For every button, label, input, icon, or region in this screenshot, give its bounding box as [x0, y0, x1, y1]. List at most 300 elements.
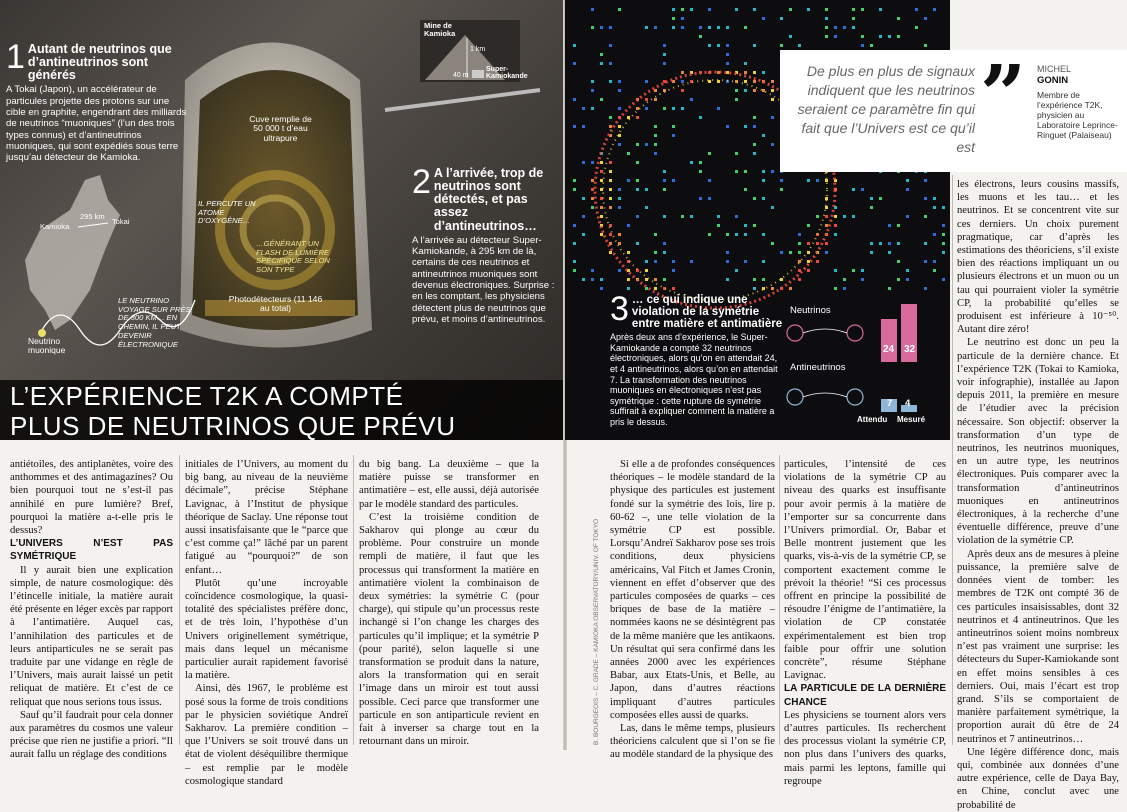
detector-hit: [699, 116, 702, 119]
col2-p1: Plutôt qu’une incroyable coïncidence cosmologique, la quasi-totalité des spécialistes préfère donc, et de très loin, l’hypothèse d’un Univers originellement symétrique, mais dans lequel un mécanisme particulier aurait rapidement favorisé la matière.: [185, 577, 348, 682]
detector-hit: [735, 170, 738, 173]
detector-hit: [798, 260, 801, 263]
detector-hit: [897, 260, 900, 263]
detector-hit: [609, 44, 612, 47]
photo-credit: B. BOURGEOIS – C. GRADE – KAMIOKA OBSERVATORY/UNIV. OF TOKYO: [593, 518, 600, 745]
detector-hit: [807, 242, 810, 245]
detector-hit: [672, 8, 675, 11]
detector-hit: [762, 71, 765, 74]
detector-hit: [888, 242, 891, 245]
step-3-number: 3: [610, 290, 629, 328]
detector-hit: [663, 62, 666, 65]
detector-hit: [582, 278, 585, 281]
detector-hit: [762, 179, 765, 182]
step-1: [6, 40, 191, 164]
detector-hit: [699, 26, 702, 29]
detector-hit: [627, 251, 630, 254]
detector-hit: [717, 107, 720, 110]
detector-hit: [825, 197, 828, 200]
quote-text: De plus en plus de signaux indiquent que les neutrinos seraient ce paramètre fin qui fait que l’Univers est ce qu’il est: [797, 63, 975, 155]
detector-hit: [825, 35, 828, 38]
detector-hit: [717, 44, 720, 47]
detector-hit: [852, 26, 855, 29]
detector-hit: [825, 242, 828, 245]
detector-hit: [726, 278, 729, 281]
detector-hit: [573, 188, 576, 191]
detector-hit: [933, 260, 936, 263]
detector-hit: [600, 170, 603, 173]
detector-hit: [825, 251, 828, 254]
step-3-body: Après deux ans d’expérience, le Super-Kamiokande a compté 32 neutrinos électroniques, alors qu’on en attendait 24, et 4 antineutrinos, alors qu’on en attendait 7. La transformation des neutrinos muoniques en électroniques n’est pas symétrique : cette rupture de symétrie suffirait à expliquer comment la matière a pris le dessus.: [610, 332, 778, 428]
detector-hit: [573, 269, 576, 272]
detector-hit: [942, 206, 945, 209]
detector-hit: [618, 269, 621, 272]
detector-hit: [897, 35, 900, 38]
detector-hit: [735, 269, 738, 272]
detector-hit: [618, 89, 621, 92]
detector-hit: [573, 44, 576, 47]
detector-hit: [825, 215, 828, 218]
detector-hit: [654, 98, 657, 101]
detector-hit: [609, 62, 612, 65]
mine-depth: 1 km: [470, 46, 486, 53]
detector-hit: [672, 269, 675, 272]
detector-hit: [843, 26, 846, 29]
detector-hit: [672, 134, 675, 137]
detector-hit: [906, 179, 909, 182]
map-kamioka: Kamioka: [40, 222, 70, 231]
step-1-number: 1: [6, 38, 25, 76]
detector-hit: [942, 251, 945, 254]
detector-hit: [654, 260, 657, 263]
detector-hit: [798, 44, 801, 47]
neutrino-icon: [787, 325, 803, 341]
label-4: 4: [905, 398, 911, 409]
detector-hit: [834, 269, 837, 272]
label-attendu: Attendu: [857, 415, 888, 424]
detector-hit: [645, 206, 648, 209]
detector-hit: [726, 53, 729, 56]
detector-hit: [636, 242, 639, 245]
detector-hit: [780, 17, 783, 20]
detector-hit: [816, 242, 819, 245]
detector-hit: [618, 8, 621, 11]
mine-label: Mine de Kamioka: [424, 21, 456, 38]
detector-hit: [681, 17, 684, 20]
detector-hit: [591, 89, 594, 92]
detector-hit: [672, 287, 675, 290]
neutrino-label: Neutrino muonique: [28, 336, 66, 356]
column-1: [10, 458, 173, 762]
detector-hit: [789, 287, 792, 290]
detector-hit: [852, 215, 855, 218]
detector-hit: [699, 161, 702, 164]
detector-hit: [735, 152, 738, 155]
detector-hit: [744, 125, 747, 128]
detector-hit: [915, 26, 918, 29]
detector-hit: [600, 26, 603, 29]
detector-hit: [897, 17, 900, 20]
detector-hit: [789, 251, 792, 254]
detector-hit: [573, 98, 576, 101]
detector-hit: [672, 125, 675, 128]
detector-hit: [591, 80, 594, 83]
column-4: [610, 458, 775, 762]
detector-hit: [933, 206, 936, 209]
detector-hit: [861, 269, 864, 272]
detector-hit: [771, 287, 774, 290]
detector-hit: [762, 260, 765, 263]
detector-hit: [807, 224, 810, 227]
detector-hit: [744, 233, 747, 236]
detector-hit: [933, 8, 936, 11]
detector-hit: [771, 143, 774, 146]
detector-hit: [825, 17, 828, 20]
detector-hit: [780, 188, 783, 191]
col2-p0: initiales de l’Univers, au moment du big bang, au niveau de la neuvième décimale”, précise Stéphane Lavignac, à l’Institut de physique théorique de Saclay. Une réponse tout aussi insatisfaisante que le “parce que c’est comme ça!” lâché par un parent fatigué au “pourquoi?” de son enfant…: [185, 459, 348, 576]
detector-hit: [654, 233, 657, 236]
detector-hit: [591, 197, 594, 200]
detector-hit: [870, 242, 873, 245]
col6-p3: Une légère différence donc, mais qui, combinée aux données d’une autre expérience, celle de Daya Bay, en Chine, conclut avec une probabilité de: [957, 746, 1119, 811]
mine-detector: Super-Kamiokande: [486, 66, 528, 80]
detector-hit: [897, 242, 900, 245]
detector-hit: [708, 233, 711, 236]
map-tokai: Tokai: [112, 217, 130, 226]
detector-hit: [942, 233, 945, 236]
detector-hit: [663, 278, 666, 281]
detector-hit: [663, 44, 666, 47]
detector-hit: [627, 278, 630, 281]
detector-hit: [645, 26, 648, 29]
detector-hit: [843, 215, 846, 218]
detector-hit: [771, 242, 774, 245]
detector-hit: [834, 26, 837, 29]
detector-hit: [573, 260, 576, 263]
detector-hit: [708, 44, 711, 47]
detector-hit: [753, 224, 756, 227]
col5-subheading: LA PARTICULE DE LA DERNIÈRE CHANCE: [784, 683, 946, 708]
detector-hit: [600, 287, 603, 290]
detector-hit: [609, 197, 612, 200]
col1-p1: Il y aurait bien une explication simple, de nature cosmologique: dès l’étincelle initiale, la matière aurait été présente en léger excès par rapport à l’antimatière. Auquel cas, l’annihilation des particules et de leurs antiparticules ne se serait pas traduite par une vidange en règle de l’Univers, mais aurait laissé un petit reliquat de matière. Et c’est de ce reliquat que nous serions tous issus.: [10, 564, 173, 708]
detector-hit: [591, 161, 594, 164]
detector-hit: [663, 170, 666, 173]
detector-hit: [600, 161, 603, 164]
detector-hit: [609, 233, 612, 236]
bar-neutrinos-attendu: [881, 319, 897, 363]
detector-hit: [717, 26, 720, 29]
step-2-body: A l’arrivée au détecteur Super-Kamiokande, à 295 km de là, certains de ces neutrinos et antineutrinos muoniques sont devenus électroniques. Surprise : en les comptant, les physiciens détectent plus de neutrinos que prévu, et moins d’antineutrinos.: [412, 234, 555, 325]
detector-hit: [582, 215, 585, 218]
detector-hit: [744, 89, 747, 92]
detector-hit: [582, 233, 585, 236]
detector-hit: [762, 89, 765, 92]
detector-hit: [852, 269, 855, 272]
author-first-name: MICHEL: [1037, 64, 1072, 74]
detector-hit: [942, 278, 945, 281]
detector-hit: [600, 206, 603, 209]
detector-hit: [726, 233, 729, 236]
detector-hit: [906, 188, 909, 191]
infographic-panel: [0, 0, 565, 440]
detector-hit: [726, 62, 729, 65]
detector-hit: [573, 62, 576, 65]
detector-hit: [825, 224, 828, 227]
detector-hit: [753, 71, 756, 74]
detector-hit: [771, 206, 774, 209]
col4-p0: Si elle a de profondes conséquences théoriques – le modèle standard de la physique des particules est justement fondé sur la symétrie des lois, lire p. 60-62 –, une telle violation de la symétrie CP est possible. Lorsqu’Andreï Sakharov pose ses trois conditions, deux physiciens américains, Val Fitch et James Cronin, viennent en effet d’observer que des particules composées de quarks – ces briques de base de la matière – nommées kaons ne se désintègrent pas de la même manière que les antikaons. Un résultat qui sera confirmé dans les années 2000 avec les expériences Babar, aux Etats-Unis, et Belle, au Japon, dans d’autres réactions impliquant d’autres particules composées elles aussi de quarks.: [610, 459, 775, 721]
step-2: [412, 165, 562, 325]
detector-hit: [753, 287, 756, 290]
detector-hit: [735, 215, 738, 218]
detector-hit: [780, 251, 783, 254]
detector-hit: [690, 215, 693, 218]
detector-hit: [699, 170, 702, 173]
detector-hit: [834, 224, 837, 227]
detector-hit: [609, 251, 612, 254]
detector-hit: [933, 233, 936, 236]
step-2-title: A l’arrivée, trop de neutrinos sont détectés, et pas assez d’antineutrinos…: [433, 166, 544, 233]
detector-hit: [888, 251, 891, 254]
detector-hit: [771, 116, 774, 119]
detector-hit: [762, 170, 765, 173]
detector-hit: [663, 251, 666, 254]
detector-hit: [600, 233, 603, 236]
detector-hit: [825, 206, 828, 209]
detector-hit: [906, 269, 909, 272]
detector-hit: [645, 260, 648, 263]
detector-hit: [870, 206, 873, 209]
detector-hit: [600, 215, 603, 218]
detector-hit: [753, 116, 756, 119]
detector-hit: [672, 107, 675, 110]
percute-label: IL PERCUTE UN ATOME D’OXYGÈNE…: [198, 199, 256, 226]
detector-hit: [924, 197, 927, 200]
author-last-name: GONIN: [1037, 75, 1069, 86]
detector-hit: [843, 287, 846, 290]
detector-hit: [879, 242, 882, 245]
photodetectors-label: Photodétecteurs (11 146 au total): [228, 294, 323, 314]
detector-hit: [681, 89, 684, 92]
detector-hit: [645, 80, 648, 83]
detector-hit: [618, 188, 621, 191]
detector-hit: [627, 152, 630, 155]
detector-hit: [573, 224, 576, 227]
detector-hit: [663, 215, 666, 218]
detector-hit: [654, 251, 657, 254]
detector-hit: [618, 143, 621, 146]
detector-hit: [681, 107, 684, 110]
detector-hit: [753, 278, 756, 281]
detector-hit: [861, 278, 864, 281]
detector-hit: [582, 107, 585, 110]
detector-hit: [627, 116, 630, 119]
detector-hit: [573, 242, 576, 245]
detector-hit: [591, 278, 594, 281]
detector-hit: [690, 260, 693, 263]
detector-hit: [690, 161, 693, 164]
detector-hit: [816, 179, 819, 182]
detector-hit: [627, 224, 630, 227]
detector-hit: [600, 98, 603, 101]
detector-hit: [924, 242, 927, 245]
detector-hit: [672, 179, 675, 182]
col1-subheading: L’UNIVERS N’EST PAS SYMÉTRIQUE: [10, 538, 173, 563]
detector-hit: [789, 8, 792, 11]
voyage-label: LE NEUTRINO VOYAGE SUR PRÈS DE 300 KM… EN CHEMIN, IL PEUT DEVENIR ÉLECTRONIQUE: [118, 296, 191, 349]
headline-line-2: PLUS DE NEUTRINOS QUE PRÉVU: [10, 411, 456, 440]
detector-hit: [924, 179, 927, 182]
map-distance: 295 km: [80, 212, 105, 221]
detector-hit: [753, 8, 756, 11]
detector-hit: [816, 215, 819, 218]
step-2-number: 2: [412, 163, 431, 201]
detector-hit: [735, 98, 738, 101]
detector-hit: [609, 224, 612, 227]
detector-hit: [834, 215, 837, 218]
tank-label: Cuve remplie de 50 000 t d’eau ultrapure: [249, 114, 312, 143]
detector-hit: [879, 8, 882, 11]
headline-line-1: L’EXPÉRIENCE T2K A COMPTÉ: [10, 381, 404, 411]
detector-hit: [744, 71, 747, 74]
quote-marks-icon: ”: [980, 47, 1027, 141]
detector-hit: [744, 26, 747, 29]
detector-hit: [708, 8, 711, 11]
mine-depth-2: 40 m: [453, 72, 469, 79]
detector-hit: [672, 26, 675, 29]
col6-p2: Après deux ans de mesures à pleine puissance, la première salve de données vient de tomber: les membres de T2K ont compté 36 de ces particules insaisissables, dont 32 neutrinos et 4 antineutrinos. Que les antineutrinos soient moins nombreux n’est pas vraiment une surprise: les détecteurs du Super-Kamiokande sont en effet moins sensibles à ces derniers. Oui, mais l’écart est trop grand. S’ils se comportaient de manière parfaitement symétrique, la proportion aurait dû être de 24 neutrinos et 7 antineutrinos…: [957, 548, 1119, 745]
detector-hit: [879, 35, 882, 38]
label-24: 24: [883, 344, 895, 355]
detector-hit: [636, 179, 639, 182]
detector-hit: [654, 152, 657, 155]
pull-quote: [780, 47, 1127, 172]
detector-hit: [600, 188, 603, 191]
step-3-title: … ce qui indique une violation de la symétrie entre matière et antimatière: [631, 294, 783, 331]
detector-hit: [861, 188, 864, 191]
detector-hit: [591, 269, 594, 272]
detector-hit: [771, 80, 774, 83]
detector-hit: [744, 188, 747, 191]
detector-hit: [717, 215, 720, 218]
detector-hit: [942, 224, 945, 227]
detector-hit: [681, 8, 684, 11]
detector-hit: [933, 197, 936, 200]
detector-hit: [618, 125, 621, 128]
detector-hit: [762, 17, 765, 20]
detector-hit: [654, 125, 657, 128]
detector-hit: [591, 206, 594, 209]
detector-hit: [771, 89, 774, 92]
detector-hit: [618, 80, 621, 83]
detector-hit: [654, 143, 657, 146]
col5-p1: Les physiciens se tournent alors vers d’autres particules. Ils recherchent des processus violant la symétrie CP, non plus dans l’univers des quarks, mais parmi les leptons, famille qui regroupe: [784, 709, 946, 787]
detector-hit: [636, 188, 639, 191]
detector-hit: [609, 80, 612, 83]
column-2: [185, 458, 348, 788]
detector-hit: [744, 170, 747, 173]
detector-hit: [654, 134, 657, 137]
detector-hit: [762, 197, 765, 200]
detector-hit: [834, 35, 837, 38]
detector-hit: [924, 215, 927, 218]
detector-hit: [753, 152, 756, 155]
label-mesure: Mesuré: [897, 415, 926, 424]
detector-hit: [807, 269, 810, 272]
detector-hit: [924, 44, 927, 47]
detector-hit: [798, 242, 801, 245]
detector-hit: [681, 80, 684, 83]
detector-hit: [600, 278, 603, 281]
detector-hit: [852, 8, 855, 11]
detector-hit: [771, 170, 774, 173]
detector-hit: [726, 26, 729, 29]
legend-neutrinos: Neutrinos: [790, 305, 831, 316]
detector-hit: [825, 26, 828, 29]
column-6: [957, 178, 1119, 812]
detector-hit: [618, 206, 621, 209]
detector-hit: [708, 197, 711, 200]
antineutrino-icon: [787, 389, 803, 405]
detector-hit: [681, 71, 684, 74]
detector-hit: [672, 17, 675, 20]
detector-hit: [735, 8, 738, 11]
detector-hit: [753, 143, 756, 146]
detector-hit: [708, 179, 711, 182]
detector-hit: [708, 26, 711, 29]
detector-hit: [663, 107, 666, 110]
detector-hit: [690, 8, 693, 11]
detector-hit: [798, 278, 801, 281]
detector-hit: [636, 161, 639, 164]
detector-hit: [870, 197, 873, 200]
detector-hit: [591, 26, 594, 29]
detector-hit: [645, 143, 648, 146]
col1-p0: antiétoiles, des antiplanètes, voire des anthommes et des antimagazines? Ou bien pourquoi tout ne s’est-il pas annihilé en pure lumière? Bref, pourquoi la matière a-t-elle pris le dessus?: [10, 459, 173, 537]
detector-hit: [798, 233, 801, 236]
detector-hit: [654, 26, 657, 29]
detector-hit: [753, 89, 756, 92]
detector-hit: [582, 161, 585, 164]
detector-hit: [798, 251, 801, 254]
detector-hit: [654, 287, 657, 290]
detector-hit: [753, 44, 756, 47]
detector-hit: [924, 17, 927, 20]
detector-hit: [609, 206, 612, 209]
detector-hit: [789, 35, 792, 38]
detector-hit: [609, 161, 612, 164]
detector-hit: [645, 98, 648, 101]
detector-hit: [609, 116, 612, 119]
col3-p1: C’est la troisième condition de Sakharov qui plonge au cœur du problème. Pour construire un monde rempli de matière, il faut que les processus qui transforment la matière en antimatière violent la combinaison de deux symétries: la symétrie C (pour charge), qui stipule qu’un processus reste inchangé si l’on change les charges des particules qu’il implique; et la symétrie P (pour parité), selon laquelle si une transformation se produit dans la nature, alors la transformation qui en serait l’image dans un miroir est tout aussi possible. Ceci parce que transformer une particule en son antiparticule revient en fait à inverser sa charge tout en la retournant dans un miroir.: [359, 511, 539, 748]
step-3: [610, 292, 785, 428]
detector-hit: [861, 44, 864, 47]
column-5: [784, 458, 946, 788]
col6-p0: les électrons, leurs cousins massifs, les muons et les tau… et les neutrinos. Et se concentrent vite sur ces derniers. Un choix purement pragmatique, car d’après les estimations des théoriciens, s’il existe bien des réactions impliquant un ou plusieurs électrons et un muon ou un tau qui pourraient violer la symétrie CP, la probabilité qu’elles se produisent est inférieure à 10⁻⁵⁰. Autant dire zéro!: [957, 179, 1119, 336]
detector-hit: [609, 188, 612, 191]
detector-hit: [600, 179, 603, 182]
detector-hit: [663, 242, 666, 245]
detector-hit: [735, 89, 738, 92]
detector-hit: [681, 26, 684, 29]
detector-hit: [636, 143, 639, 146]
headline-banner: [0, 380, 565, 440]
label-32: 32: [904, 344, 916, 355]
detector-hit: [708, 152, 711, 155]
detector-hit: [888, 35, 891, 38]
detector-hit: [942, 242, 945, 245]
